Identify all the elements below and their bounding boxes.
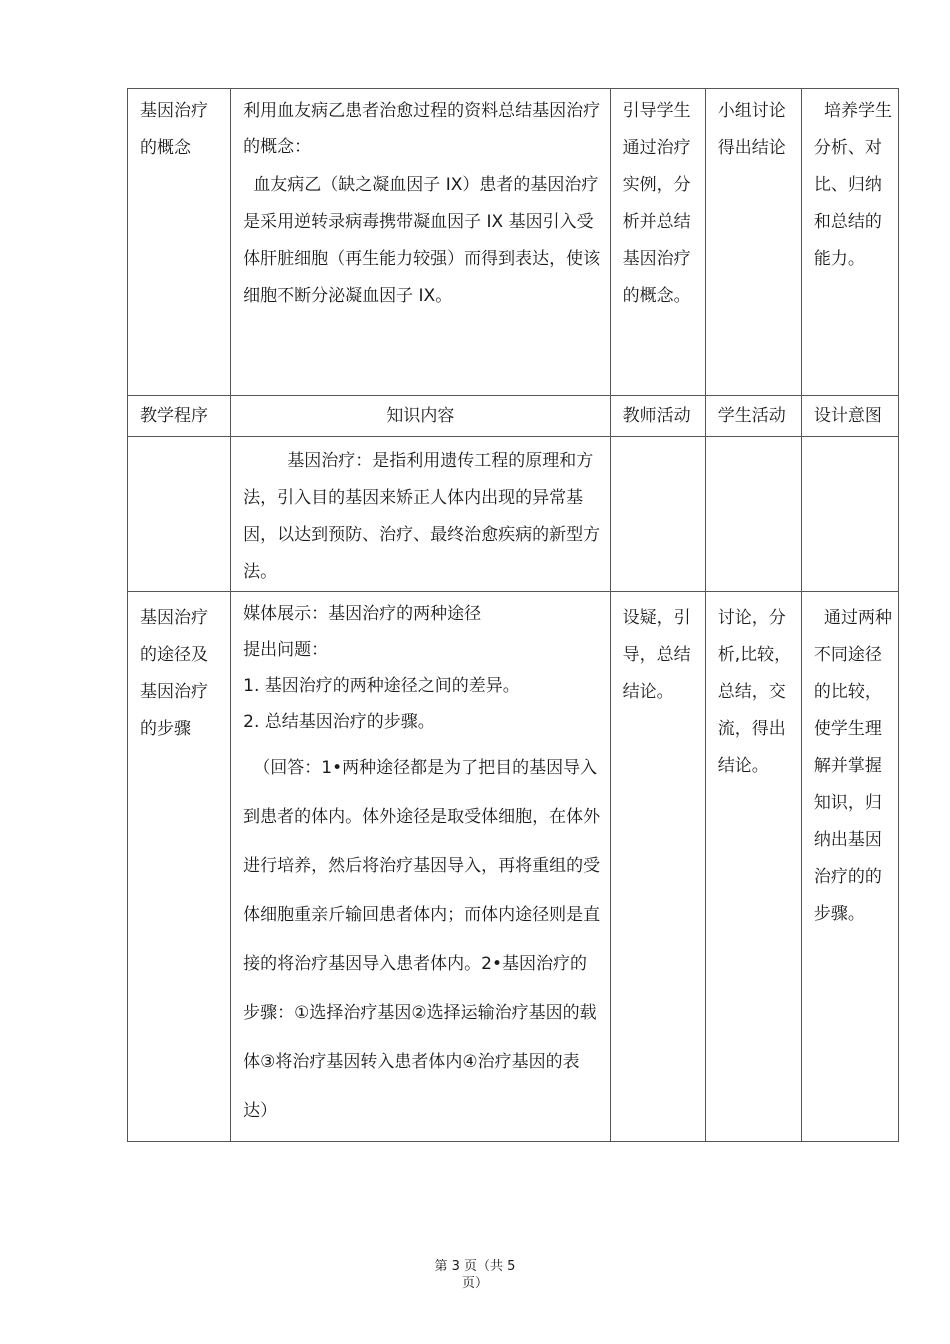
header-procedure: 教学程序 bbox=[140, 405, 208, 426]
design-intent-cell: 通过两种不同途径的比较，使学生理解并掌握知识，归纳出基因治疗的的步骤。 bbox=[813, 608, 893, 924]
header-student-activity: 学生活动 bbox=[717, 405, 786, 426]
answer-text: （回答：1•两种途径都是为了把目的基因导入到患者的体内。体外途径是取受体细胞，在体外进行培养，然后将治疗基因导入，再将重组的受体细胞重亲斤输回患者体内；而体内途径则是直接的将治疗基因导入患者体内。2•基因治疗的步骤：①选择治疗基因②选择运输治疗基因的载体③将治疗基因转入患者体内④治疗基因的表达） bbox=[243, 758, 601, 1121]
gene-therapy-definition: 基因治疗：是指利用遗传工程的原理和方法，引入目的基因来矫正人体内出现的异常基因，以达到预防、治疗、最终治愈疾病的新型方法。 bbox=[243, 451, 601, 582]
question-item-1: 1. 基因治疗的两种途径之间的差异。 bbox=[243, 676, 520, 696]
question-item-2: 2. 总结基因治疗的步骤。 bbox=[243, 712, 435, 732]
knowledge-body: 血友病乙（缺之凝血因子 IX）患者的基因治疗是采用逆转录病毒携带凝血因子 IX 基因引入受体肝脏细胞（再生能力较强）而得到表达，使该细胞不断分泌凝血因子 IX。 bbox=[243, 175, 601, 306]
lesson-plan-table bbox=[127, 88, 899, 1142]
design-intent-cell: 培养学生分析、对比、归纳和总结的能力。 bbox=[813, 101, 893, 269]
media-display: 媒体展示：基因治疗的两种途径 bbox=[243, 604, 482, 624]
table-row bbox=[128, 437, 899, 592]
header-teacher-activity: 教师活动 bbox=[622, 405, 691, 426]
procedure-cell: 基因治疗的概念 bbox=[140, 101, 208, 158]
student-activity-cell: 小组讨论得出结论 bbox=[717, 101, 786, 158]
header-design-intent: 设计意图 bbox=[813, 405, 882, 426]
question-prompt: 提出问题： bbox=[243, 640, 329, 660]
knowledge-intro: 利用血友病乙患者治愈过程的资料总结基因治疗的概念： bbox=[243, 101, 601, 157]
header-knowledge: 知识内容 bbox=[231, 396, 610, 437]
student-activity-cell: 讨论，分析,比较，总结，交流，得出结论。 bbox=[717, 608, 792, 776]
teacher-activity-cell: 设疑，引导，总结结论。 bbox=[622, 608, 691, 702]
page-number-cont: 页） bbox=[461, 1276, 488, 1291]
page-number: 第 3 页（共 5 bbox=[434, 1259, 516, 1274]
table-row bbox=[128, 89, 899, 396]
table-row bbox=[128, 592, 899, 1142]
table-header-row bbox=[128, 396, 899, 437]
teacher-activity-cell: 引导学生通过治疗实例，分析并总结基因治疗的概念。 bbox=[622, 101, 691, 306]
page-footer bbox=[0, 1258, 950, 1292]
procedure-cell: 基因治疗的途径及基因治疗的步骤 bbox=[140, 608, 208, 739]
